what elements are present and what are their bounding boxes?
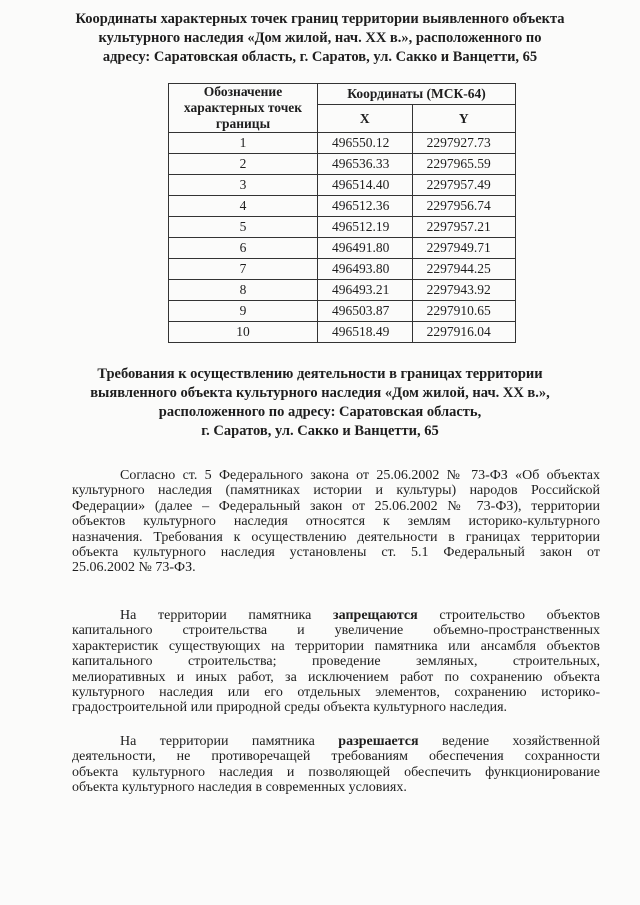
y-value: 2297957.49 [412, 175, 515, 196]
point-number: 4 [169, 196, 318, 217]
point-number: 7 [169, 259, 318, 280]
paragraph-line: градостроительной или природной среды объекта культурного наследия. [72, 700, 508, 716]
legal-basis-paragraph [72, 468, 600, 576]
x-value: 496536.33 [318, 154, 413, 175]
y-value: 2297910.65 [412, 301, 515, 322]
table-row [169, 301, 516, 322]
table-row [169, 238, 516, 259]
requirements-title [70, 365, 570, 441]
y-value: 2297927.73 [412, 133, 515, 154]
paragraph-line: объектов культурного наследия относятся к землям историко-культурного [72, 514, 600, 530]
point-number: 1 [169, 133, 318, 154]
paragraph-line [72, 608, 600, 623]
x-value: 496514.40 [318, 175, 413, 196]
permitted-keyword: разрешается [338, 734, 419, 749]
title-line: выявленного объекта культурного наследия «Дом жилой, нач. XX в.», [90, 385, 550, 401]
x-value: 496512.19 [318, 217, 413, 238]
table-row [169, 196, 516, 217]
title-line: г. Саратов, ул. Сакко и Ванцетти, 65 [201, 423, 439, 439]
table-row [169, 259, 516, 280]
point-number: 10 [169, 322, 318, 343]
permissions-paragraph [72, 734, 600, 796]
paragraph-continuation: строительство объектов [439, 608, 601, 623]
x-value: 496503.87 [318, 301, 413, 322]
title-line: адресу: Саратовская область, г. Саратов, ул. Сакко и Ванцетти, 65 [102, 49, 538, 65]
prohibitions-paragraph [72, 608, 600, 716]
y-value: 2297943.92 [412, 280, 515, 301]
table-row [169, 133, 516, 154]
paragraph-line: 25.06.2002 № 73-ФЗ. [72, 560, 196, 576]
table-row [169, 280, 516, 301]
table-row [169, 175, 516, 196]
x-column-header: X [318, 105, 413, 133]
paragraph-lead: На территории памятника [120, 734, 315, 749]
paragraph-line: объекта культурного наследия и позволяющей обеспечить функционирование [72, 764, 600, 780]
point-number: 3 [169, 175, 318, 196]
y-value: 2297916.04 [412, 322, 515, 343]
coordinates-title [60, 10, 580, 67]
paragraph-line: культурного наследия (памятниках истории и культуры) народов Российской [72, 483, 600, 499]
paragraph-line: культурного наследия или его отдельных элементов, сохранению историко- [72, 685, 600, 701]
paragraph-line: мелиоративных и иных работ, за исключением работ по сохранению объекта [72, 669, 600, 685]
point-number: 2 [169, 154, 318, 175]
paragraph-line: характеристик существующих на территории памятника или ансамбля объектов [72, 638, 600, 654]
paragraph-line: Федерации» (далее – Федеральный закон от 25.06.2002 № 73-ФЗ), территории [72, 498, 600, 514]
x-value: 496512.36 [318, 196, 413, 217]
coordinates-table-body [169, 133, 516, 343]
point-number: 9 [169, 301, 318, 322]
x-value: 496518.49 [318, 322, 413, 343]
title-line: культурного наследия «Дом жилой, нач. XX в.», расположенного по [98, 30, 542, 46]
title-line: расположенного по адресу: Саратовская область, [158, 404, 482, 420]
paragraph-line: деятельности, не противоречащей требованиям обеспечения сохранности [72, 749, 600, 765]
paragraph-line: назначения. Требования к осуществлению деятельности в границах территории [72, 529, 600, 545]
y-value: 2297956.74 [412, 196, 515, 217]
y-value: 2297949.71 [412, 238, 515, 259]
y-column-header: Y [412, 105, 515, 133]
point-designation-header: Обозначение характерных точек границы [169, 84, 318, 133]
coordinates-table [168, 83, 516, 343]
coordinates-header: Координаты (МСК-64) [318, 84, 516, 105]
point-number: 8 [169, 280, 318, 301]
table-row [169, 217, 516, 238]
paragraph-line [72, 734, 600, 749]
paragraph-line: объекта культурного наследия в современных условиях. [72, 780, 407, 796]
title-line: Координаты характерных точек границ территории выявленного объекта [75, 11, 565, 27]
paragraph-line: объекта культурного наследия установлены ст. 5.1 Федеральный закон от [72, 545, 600, 561]
paragraph-line: капитального строительства и увеличение объемно-пространственных [72, 623, 600, 639]
table-row [169, 154, 516, 175]
paragraph-line: капитального строительства; проведение земляных, строительных, [72, 654, 600, 670]
table-row [169, 322, 516, 343]
y-value: 2297957.21 [412, 217, 515, 238]
paragraph-line: Согласно ст. 5 Федерального закона от 25.06.2002 № 73-ФЗ «Об объектах [120, 468, 600, 483]
title-line: Требования к осуществлению деятельности в границах территории [97, 366, 543, 382]
point-number: 5 [169, 217, 318, 238]
x-value: 496493.21 [318, 280, 413, 301]
x-value: 496491.80 [318, 238, 413, 259]
paragraph-lead: На территории памятника [120, 608, 312, 623]
paragraph-continuation: ведение хозяйственной [442, 734, 601, 749]
prohibited-keyword: запрещаются [333, 608, 418, 623]
y-value: 2297944.25 [412, 259, 515, 280]
y-value: 2297965.59 [412, 154, 515, 175]
x-value: 496493.80 [318, 259, 413, 280]
x-value: 496550.12 [318, 133, 413, 154]
point-number: 6 [169, 238, 318, 259]
